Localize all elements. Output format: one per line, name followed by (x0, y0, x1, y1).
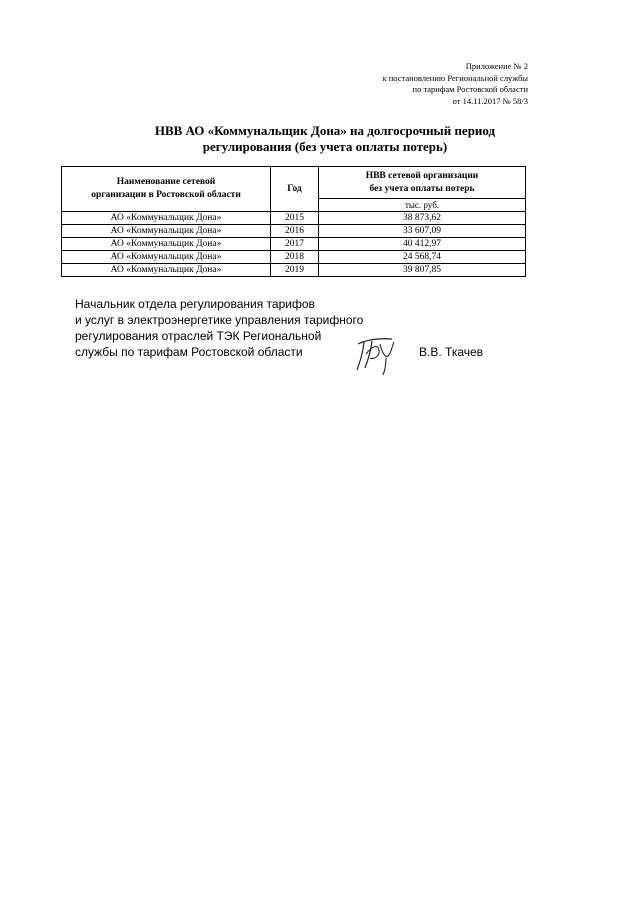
cell-org: АО «Коммунальщик Дона» (62, 264, 271, 277)
title-line-1: НВВ АО «Коммунальщик Дона» на долгосрочный период (154, 123, 496, 138)
appendix-line: по тарифам Ростовской области (412, 84, 528, 94)
cell-year: 2017 (271, 238, 319, 251)
signature-line: службы по тарифам Ростовской области (75, 345, 303, 359)
header-nvv-line-1: НВВ сетевой организации (365, 171, 479, 181)
nvv-table (61, 166, 526, 277)
cell-value: 40 412,97 (319, 238, 526, 251)
cell-value: 39 807,85 (319, 264, 526, 277)
table-row (62, 225, 526, 238)
appendix-line: от 14.11.2017 № 58/3 (452, 95, 528, 106)
header-nvv (319, 167, 526, 212)
cell-value: 38 873,62 (319, 212, 526, 225)
signature-block (75, 296, 363, 360)
signature-line: регулирования отраслей ТЭК Региональной (75, 329, 322, 343)
cell-year: 2019 (271, 264, 319, 277)
table-row (62, 212, 526, 225)
appendix-line: к постановлению Региональной службы (382, 72, 528, 83)
cell-org: АО «Коммунальщик Дона» (62, 212, 271, 225)
signature-line: и услуг в электроэнергетике управления тарифного (75, 313, 364, 327)
header-nvv-line-2: без учета оплаты потерь (369, 184, 475, 194)
handwritten-signature-icon (352, 332, 402, 376)
cell-year: 2016 (271, 225, 319, 238)
header-unit: тыс. руб. (319, 198, 525, 211)
table-row (62, 251, 526, 264)
appendix-note (382, 61, 528, 107)
cell-org: АО «Коммунальщик Дона» (62, 238, 271, 251)
cell-year: 2018 (271, 251, 319, 264)
appendix-line: Приложение № 2 (465, 61, 528, 71)
cell-org: АО «Коммунальщик Дона» (62, 251, 271, 264)
cell-value: 33 607,09 (319, 225, 526, 238)
header-org-line-1: Наименование сетевой (116, 177, 216, 187)
cell-value: 24 568,74 (319, 251, 526, 264)
header-org (62, 167, 271, 212)
table-row (62, 238, 526, 251)
signer-name: В.В. Ткачев (419, 345, 484, 359)
cell-year: 2015 (271, 212, 319, 225)
cell-org: АО «Коммунальщик Дона» (62, 225, 271, 238)
document-title (60, 123, 590, 155)
signature-line: Начальник отдела регулирования тарифов (75, 297, 315, 311)
header-org-line-2: организации в Ростовской области (91, 190, 241, 200)
title-line-2: регулирования (без учета оплаты потерь) (202, 139, 448, 154)
table-row (62, 264, 526, 277)
header-year: Год (271, 167, 319, 212)
